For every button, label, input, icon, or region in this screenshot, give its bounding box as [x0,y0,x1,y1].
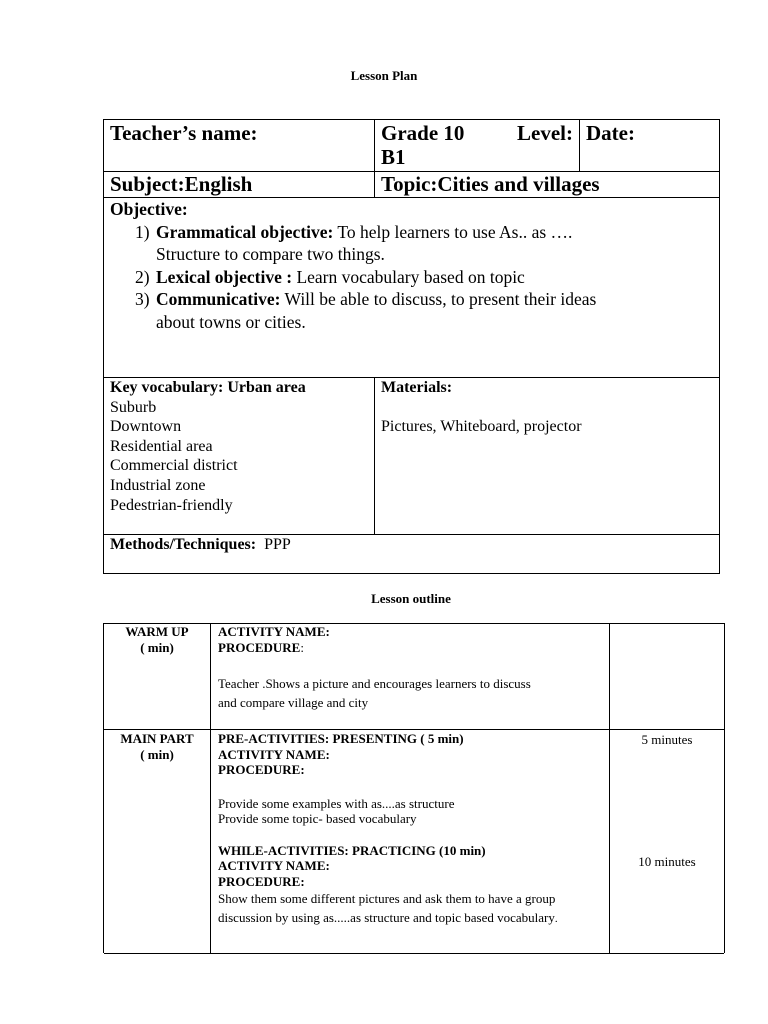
while-activity-name: ACTIVITY NAME: [218,858,330,873]
subject-label: Subject:English [110,172,253,196]
warmup-procedure: PROCEDURE [218,639,301,655]
warmup-activity-name: ACTIVITY NAME: [218,624,330,639]
while-activity-text: discussion by using as.....as structure and topic based vocabulary [218,910,555,925]
objective-text: about towns or cities. [156,311,306,332]
lesson-outline-table [103,623,725,953]
warmup-time-cell [609,624,724,729]
warmup-stage-cell [104,624,210,729]
pre-activities-heading: PRE-ACTIVITIES: PRESENTING ( 5 min) [218,731,464,746]
vocabulary-heading: Key vocabulary: Urban area [110,379,306,396]
objective-heading: Objective: [110,199,188,219]
grade-level-cell [374,120,579,171]
warmup-time: ( min) [140,639,174,655]
table-bottom-border [104,953,724,954]
lesson-header-table [103,119,720,574]
subject-cell [104,171,374,197]
objective-list [110,221,713,334]
objective-label: Communicative: [156,289,281,309]
vocabulary-item: Industrial zone [110,476,206,494]
level-value: B1 [381,145,406,169]
vocabulary-item: Pedestrian-friendly [110,496,233,514]
objective-item: 1) Grammatical objective: To help learners to use As.. as …. Structure to compare two things. [135,221,573,264]
vocabulary-item: Residential area [110,437,213,455]
objective-label: Lexical objective : [156,266,293,287]
objective-text: Will be able to discuss, to present their ideas [280,289,597,309]
objective-text: To help learners to use As.. as …. [333,221,573,242]
objective-cell [104,197,719,377]
grade-label: Grade 10 [381,121,465,145]
pre-activity-duration: 5 minutes [641,732,693,747]
warmup-procedure-text: Teacher .Shows a picture and encourages learners to discuss [218,676,531,691]
date-label: Date: [586,121,635,145]
materials-heading: Materials: [381,379,453,396]
main-time-cell [609,729,724,953]
pre-activity-text: Provide some examples with as....as structure [218,795,455,811]
main-procedure: PROCEDURE: [218,762,305,777]
warmup-stage: WARM UP [125,624,189,639]
materials-cell [374,377,719,534]
topic-cell [374,171,719,197]
while-activity-text: Show them some different pictures and ask them to have a group [218,891,556,906]
main-stage: MAIN PART [120,731,194,746]
level-label: Level: [517,121,573,145]
date-cell [579,120,719,171]
methods-cell [104,534,719,573]
warmup-procedure-text: and compare village and city [218,695,369,710]
teacher-name-cell [104,120,374,171]
warmup-activity-cell: ACTIVITY NAME: PROCEDURE: Teacher .Shows a picture and encourages learners to discuss and compare village and city [210,624,609,729]
while-activity-duration: 10 minutes [638,853,696,869]
main-activity-cell: PRE-ACTIVITIES: PRESENTING ( 5 min) ACTIVITY NAME: PROCEDURE: Provide some examples with as....as structure Provide some topic- based vocabulary WHILE-ACTIVITIES: PRACTICING (10 min) ACTIVITY NAME: PROCEDURE: Show them some different pictures and ask them to have a group discussion by using as.....as structure and topic based vocabulary. [210,729,609,953]
objective-item: 3) Communicative: Will be able to discuss, to present their ideas about towns or cities. [135,289,597,332]
topic-label: Topic:Cities and villages [381,172,600,196]
main-stage-cell [104,729,210,953]
objective-item: 2) Lexical objective : Learn vocabulary based on topic [135,266,525,287]
objective-text: Structure to compare two things. [156,244,385,264]
while-procedure: PROCEDURE: [218,873,305,889]
main-activity-name: ACTIVITY NAME: [218,746,330,762]
vocabulary-item: Suburb [110,398,157,416]
while-activities-heading: WHILE-ACTIVITIES: PRACTICING (10 min) [218,842,486,858]
objective-text: Learn vocabulary based on topic [292,266,525,287]
document-title: Lesson Plan [350,68,418,83]
methods-label: Methods/Techniques: [110,536,257,553]
materials-value: Pictures, Whiteboard, projector [381,418,582,436]
pre-activity-text: Provide some topic- based vocabulary [218,811,417,826]
vocabulary-cell [104,377,374,534]
lesson-outline-title: Lesson outline [371,591,451,606]
main-time: ( min) [140,746,174,762]
teacher-name-label: Teacher’s name: [110,121,258,145]
vocabulary-item: Downtown [110,418,182,436]
methods-value: PPP [264,536,291,553]
vocabulary-item: Commercial district [110,457,238,475]
objective-label: Grammatical objective: [156,221,334,242]
